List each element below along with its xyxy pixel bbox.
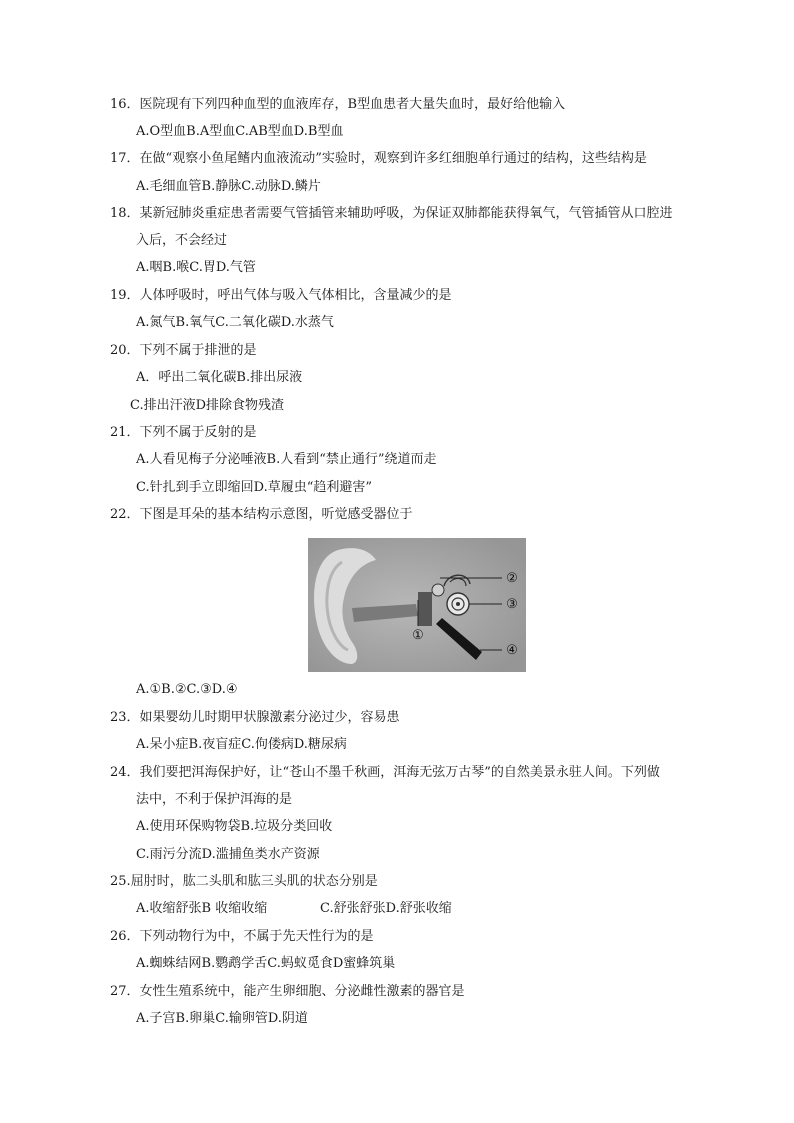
ear-structure-diagram (308, 538, 526, 672)
question-16-options: A.O型血B.A型血C.AB型血D.B型血 (136, 124, 344, 139)
question-21-options-a: A.人看见梅子分泌唾液B.人看到“禁止通行”绕道而走 (136, 452, 437, 467)
diagram-label-4: ④ (506, 643, 518, 658)
ear-illustration (308, 538, 526, 672)
question-17-options: A.毛细血管B.静脉C.动脉D.鳞片 (136, 179, 321, 194)
question-18-options: A.咽B.喉C.胃D.气管 (136, 260, 256, 275)
question-number: 21． (110, 425, 140, 440)
question-number: 18． (110, 206, 140, 221)
question-20-options-b: C.排出汗液D排除食物残渣 (130, 398, 285, 413)
question-19 (110, 287, 452, 305)
question-number: 25. (110, 874, 131, 889)
question-stem: 某新冠肺炎重症患者需要气管插管来辅助呼吸，为保证双肺都能获得氧气，气管插管从口腔进 (139, 206, 673, 221)
question-stem: 医院现有下列四种血型的血液库存，B型血患者大量失血时，最好给他输入 (139, 97, 566, 112)
question-26 (110, 928, 374, 946)
question-stem: 屈肘时，肱二头肌和肱三头肌的状态分别是 (130, 874, 378, 889)
question-stem: 在做“观察小鱼尾鳍内血液流动”实验时，观察到许多红细胞单行通过的结构，这些结构是 (139, 151, 647, 166)
question-stem: 如果婴幼儿时期甲状腺激素分泌过少，容易患 (139, 710, 400, 725)
question-number: 22． (110, 507, 140, 522)
question-22-options: A.①B.②C.③D.④ (136, 682, 238, 697)
question-27-options: A.子宫B.卵巢C.输卵管D.阴道 (136, 1011, 308, 1026)
question-18-stem-continued: 入后，不会经过 (136, 233, 228, 248)
question-24-stem-continued: 法中，不利于保护洱海的是 (136, 792, 293, 807)
question-number: 26． (110, 929, 140, 944)
question-number: 19． (110, 288, 140, 303)
question-stem: 下图是耳朵的基本结构示意图，听觉感受器位于 (139, 507, 413, 522)
question-17 (110, 150, 647, 168)
question-26-options: A.蜘蛛结网B.鹦鹉学舌C.蚂蚁觅食D蜜蜂筑巢 (136, 956, 396, 971)
question-number: 24． (110, 765, 140, 780)
question-25-options-b: C.舒张舒张D.舒张收缩 (320, 901, 452, 916)
question-stem: 下列不属于反射的是 (139, 425, 257, 440)
question-20-options-a: A．呼出二氧化碳B.排出尿液 (136, 370, 303, 385)
question-21-options-b: C.针扎到手立即缩回D.草履虫“趋利避害” (136, 480, 372, 495)
question-21 (110, 424, 257, 442)
question-25-options-a: A.收缩舒张B 收缩收缩 (136, 901, 268, 916)
question-24 (110, 764, 660, 782)
question-number: 17． (110, 151, 140, 166)
question-number: 23． (110, 710, 140, 725)
question-24-options-b: C.雨污分流D.滥捕鱼类水产资源 (136, 847, 320, 862)
question-27 (110, 983, 465, 1001)
question-stem: 下列不属于排泄的是 (139, 343, 257, 358)
question-stem: 人体呼吸时，呼出气体与吸入气体相比，含量减少的是 (139, 288, 452, 303)
question-number: 20． (110, 343, 140, 358)
question-22 (110, 506, 413, 524)
question-19-options: A.氮气B.氧气C.二氧化碳D.水蒸气 (136, 315, 334, 330)
question-23 (110, 709, 400, 727)
question-24-options-a: A.使用环保购物袋B.垃圾分类回收 (136, 819, 333, 834)
question-16 (110, 96, 565, 114)
question-number: 27． (110, 984, 140, 999)
question-stem: 女性生殖系统中，能产生卵细胞、分泌雌性激素的器官是 (139, 984, 465, 999)
question-stem: 我们要把洱海保护好，让“苍山不墨千秋画，洱海无弦万古琴”的自然美景永驻人间。下列做 (139, 765, 660, 780)
diagram-label-1: ① (412, 628, 424, 643)
question-18 (110, 205, 673, 223)
question-23-options: A.呆小症B.夜盲症C.佝偻病D.糖尿病 (136, 737, 347, 752)
diagram-label-3: ③ (506, 597, 518, 612)
question-stem: 下列动物行为中，不属于先天性行为的是 (139, 929, 374, 944)
question-20 (110, 342, 257, 360)
question-number: 16． (110, 97, 140, 112)
diagram-label-2: ② (506, 571, 518, 586)
question-25 (110, 873, 378, 891)
